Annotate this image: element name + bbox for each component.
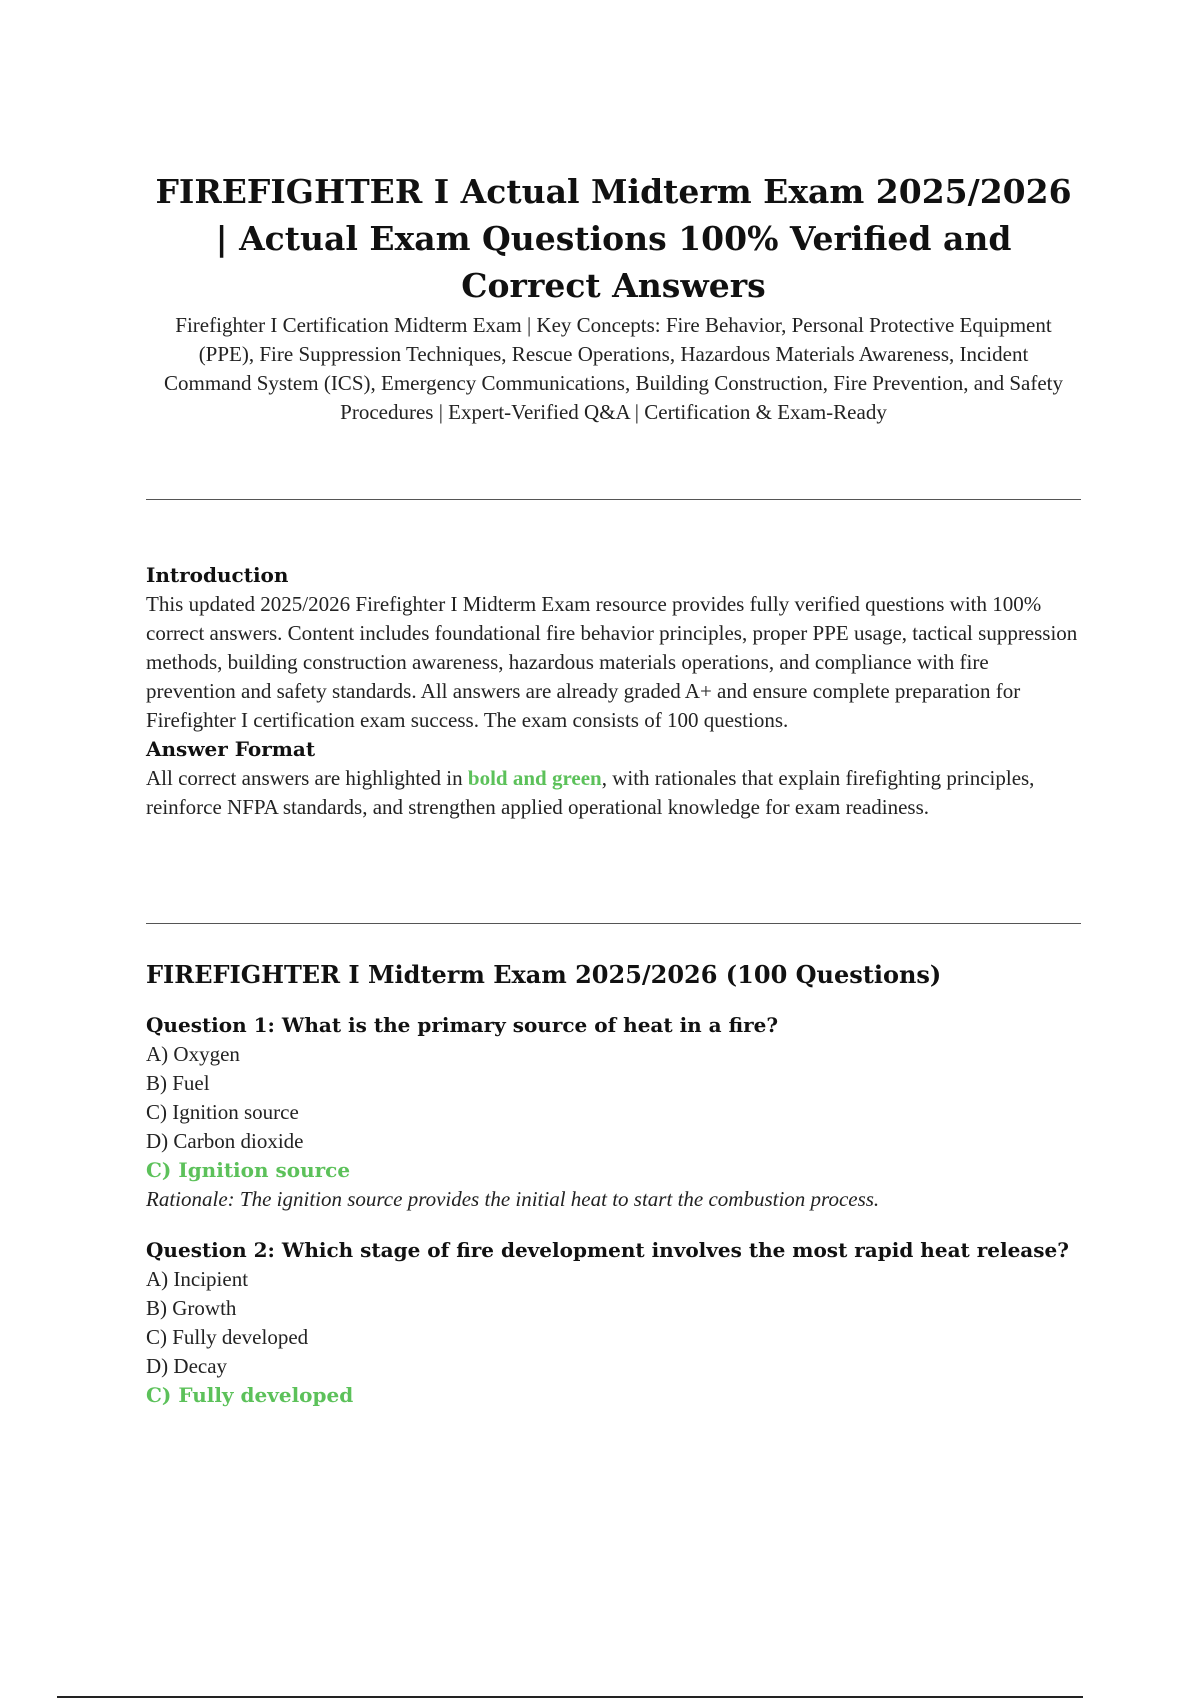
document-title xyxy=(146,168,1081,427)
answer-option: B) Growth xyxy=(146,1296,237,1320)
answer-format-highlight: bold and green xyxy=(467,766,602,790)
introduction-heading: Introduction xyxy=(146,563,289,587)
divider-top xyxy=(146,499,1081,500)
answer-rationale: Rationale: The ignition source provides the initial heat to start the combustion process. xyxy=(146,1187,880,1211)
answer-format-heading: Answer Format xyxy=(146,737,316,761)
correct-answer: C) Fully developed xyxy=(146,1383,354,1407)
answer-option: C) Ignition source xyxy=(146,1100,299,1124)
title-line-3: Correct Answers xyxy=(461,266,766,305)
answer-format-text-before: All correct answers are highlighted in xyxy=(146,766,468,790)
answer-option: C) Fully developed xyxy=(146,1325,309,1349)
title-line-2: | Actual Exam Questions 100% Verified and xyxy=(215,219,1012,258)
page-bottom-rule xyxy=(57,1696,1083,1698)
correct-answer: C) Ignition source xyxy=(146,1158,351,1182)
exam-title: FIREFIGHTER I Midterm Exam 2025/2026 (100 Questions) xyxy=(146,960,942,989)
introduction-text: This updated 2025/2026 Firefighter I Midterm Exam resource provides fully verified questions with 100% correct answers. Content includes foundational fire behavior principles, proper PPE usage, tactical suppression methods, building construction awareness, hazardous materials operations, and compliance with fire prevention and safety standards. All answers are already graded A+ and ensure complete preparation for Firefighter I certification exam success. The exam consists of 100 questions. xyxy=(146,592,1078,732)
answer-option: D) Carbon dioxide xyxy=(146,1129,304,1153)
answer-option: A) Oxygen xyxy=(146,1042,240,1066)
answer-format-text xyxy=(146,764,1081,822)
answer-option: B) Fuel xyxy=(146,1071,210,1095)
answer-format-text-after: , with rationales that explain firefighting principles, reinforce NFPA standards, and strengthen applied operational knowledge for exam readiness. xyxy=(146,766,1035,819)
question-text: Question 2: Which stage of fire development involves the most rapid heat release? xyxy=(146,1238,1069,1262)
exam-section xyxy=(146,959,1081,1410)
divider-middle xyxy=(146,923,1081,924)
title-line-1: FIREFIGHTER I Actual Midterm Exam 2025/2026 xyxy=(155,172,1072,211)
document-subtitle: Firefighter I Certification Midterm Exam | Key Concepts: Fire Behavior, Personal Protective Equipment (PPE), Fire Suppression Techniques, Rescue Operations, Hazardous Materials Awareness, Incident Command System (ICS), Emergency Communications, Building Construction, Fire Prevention, and Safety Procedures | Expert-Verified Q&A | Certification & Exam-Ready xyxy=(163,313,1064,424)
answer-option: A) Incipient xyxy=(146,1267,249,1291)
question-block xyxy=(146,1236,1081,1410)
answer-option: D) Decay xyxy=(146,1354,228,1378)
question-text: Question 1: What is the primary source of heat in a fire? xyxy=(146,1013,779,1037)
question-block xyxy=(146,1011,1081,1214)
introduction-section xyxy=(146,561,1081,822)
